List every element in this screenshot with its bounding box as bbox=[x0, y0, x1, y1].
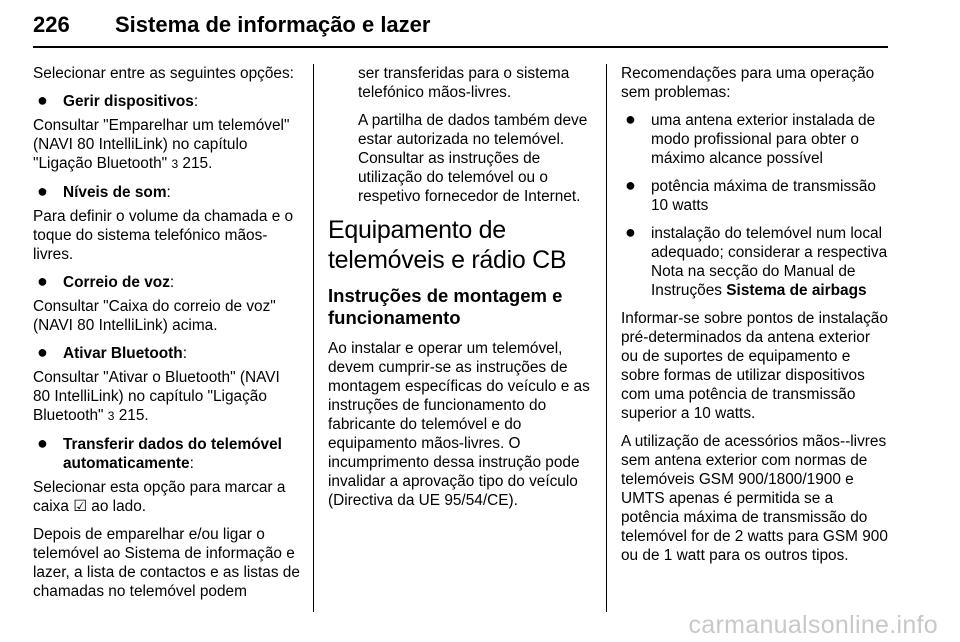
option-description: Para definir o volume da chamada e o toque do sistema telefónico mãos-livres. bbox=[33, 208, 294, 263]
column-2 bbox=[328, 64, 596, 519]
cross-reference: Sistema de airbags bbox=[726, 282, 867, 299]
bullet-icon: ● bbox=[37, 433, 48, 453]
bullet-icon: ● bbox=[37, 342, 48, 362]
option-item: ● Correio de voz: bbox=[37, 271, 175, 291]
list-item-text: potência máxima de transmissão 10 watts bbox=[651, 178, 876, 214]
bullet-icon: ● bbox=[37, 271, 48, 291]
option-label: Níveis de som bbox=[63, 184, 167, 201]
bullet-icon: ● bbox=[625, 222, 636, 242]
body-text: Informar-se sobre pontos de instalação pré-determinados da antena exterior ou de suportes de equipamento e sobre formas de utilizar dispositivos com uma potência de transmissão superior a 10 watts. bbox=[621, 310, 888, 422]
page-ref: 215. bbox=[118, 407, 149, 424]
body-text: Ao instalar e operar um telemóvel, devem cumprir-se as instruções de montagem específicas do veículo e as instruções de funcionamento do fabricante do telemóvel e do equipamento mãos-livres. O incumprimento dessa instrução pode invalidar a aprovação tipo do veículo (Directiva da UE 95/54/CE). bbox=[328, 340, 590, 509]
option-item: ● Níveis de som: bbox=[37, 181, 171, 201]
option-label: Ativar Bluetooth bbox=[63, 345, 183, 362]
column-1 bbox=[33, 64, 301, 610]
header-rule bbox=[33, 46, 888, 48]
option-description: Depois de emparelhar e/ou ligar o telemóvel ao Sistema de informação e lazer, a lista de contactos e as listas de chamadas no telemóvel podem bbox=[33, 526, 300, 600]
intro-text: Recomendações para uma operação sem problemas: bbox=[621, 65, 875, 101]
option-item: ● Gerir dispositivos: bbox=[37, 90, 199, 110]
list-item-text: instalação do telemóvel num local adequado; considerar a respectiva Nota na secção do Manual de Instruções Sistema de airbags bbox=[651, 225, 888, 299]
option-label: Correio de voz bbox=[63, 274, 170, 291]
continued-text: ser transferidas para o sistema telefónico mãos-livres. bbox=[358, 65, 570, 101]
option-label: Transferir dados do telemóvel automaticamente bbox=[63, 436, 282, 472]
page-ref: 215. bbox=[182, 155, 213, 172]
list-item bbox=[621, 111, 889, 168]
bullet-icon: ● bbox=[37, 181, 48, 201]
list-item bbox=[621, 224, 889, 300]
subsection-heading: Instruções de montagem e funcionamento bbox=[328, 285, 563, 328]
option-description: Selecionar esta opção para marcar a caixa ☑ ao lado. bbox=[33, 479, 286, 515]
body-text: A utilização de acessórios mãos--livres sem antena exterior com normas de telemóveis GSM 900/1800/1900 e UMTS apenas é permitida se a potência máxima de transmissão do telemóvel for de 2 watts para GSM 900 ou de 1 watt para os outros tipos. bbox=[621, 433, 888, 564]
page-ref-icon: 3 bbox=[171, 157, 179, 171]
page-header bbox=[33, 8, 888, 42]
column-divider bbox=[606, 64, 607, 612]
option-item: ● Ativar Bluetooth: bbox=[37, 342, 187, 362]
page-number: 226 bbox=[33, 12, 70, 37]
option-item: ● Transferir dados do telemóvel automaticamente: bbox=[37, 433, 282, 472]
bullet-icon: ● bbox=[625, 175, 636, 195]
list-item bbox=[621, 177, 889, 215]
section-heading: Equipamento de telemóveis e rádio CB bbox=[328, 216, 567, 274]
option-description: Consultar "Emparelhar um telemóvel" (NAVI 80 IntelliLink) no capítulo "Ligação Bluetooth" 3 215. bbox=[33, 117, 290, 172]
option-description: Consultar "Ativar o Bluetooth" (NAVI 80 IntelliLink) no capítulo "Ligação Bluetooth" 3 215. bbox=[33, 369, 280, 424]
intro-text: Selecionar entre as seguintes opções: bbox=[33, 65, 294, 82]
list-item-text: uma antena exterior instalada de modo profissional para obter o máximo alcance possível bbox=[651, 112, 876, 167]
page-title: Sistema de informação e lazer bbox=[115, 12, 431, 37]
bullet-icon: ● bbox=[625, 109, 636, 129]
note-text: A partilha de dados também deve estar autorizada no telemóvel. Consultar as instruções de utilização do telemóvel ou o respetivo fornecedor de Internet. bbox=[358, 112, 588, 205]
watermark: carmanualsonline.info bbox=[688, 611, 938, 639]
bullet-icon: ● bbox=[37, 90, 48, 110]
page-ref-icon: 3 bbox=[107, 409, 115, 423]
column-3 bbox=[621, 64, 889, 574]
option-label: Gerir dispositivos bbox=[63, 93, 194, 110]
option-description: Consultar "Caixa do correio de voz" (NAVI 80 IntelliLink) acima. bbox=[33, 298, 276, 334]
column-divider bbox=[313, 64, 314, 612]
